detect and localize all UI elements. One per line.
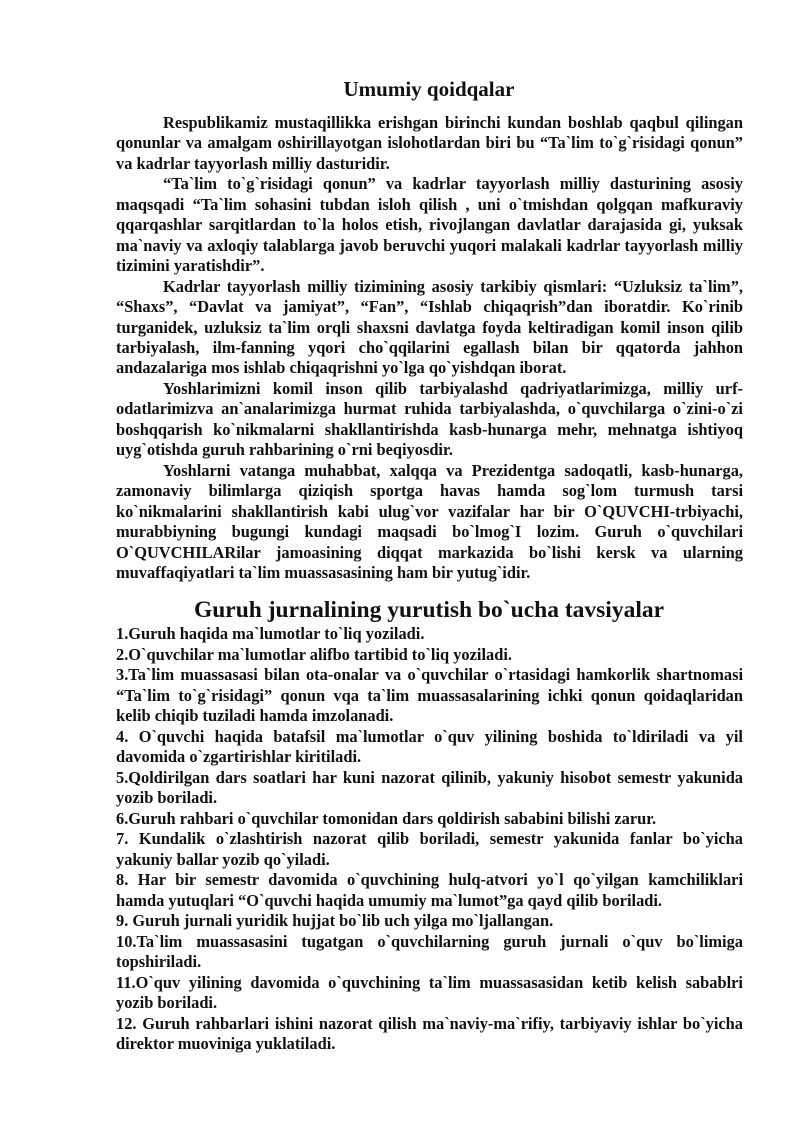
list-item: 2.O`quvchilar ma`lumotlar alifbo tartibid to`liq yoziladi. — [116, 644, 512, 664]
list-item: 7. Kundalik o`zlashtirish nazorat qilib boriladi, semestr yakunida fanlar bo`yicha yakuniy ballar yozib qo`yiladi. — [116, 829, 743, 869]
list-item: 12. Guruh rahbarlari ishini nazorat qilish ma`naviy-ma`rifiy, tarbiyaviy ishlar bo`yicha direktor muoviniga yuklatiladi. — [116, 1013, 743, 1053]
list-item: 5.Qoldirilgan dars soatlari har kuni nazorat qilinib, yakuniy hisobot semestr yakunida yozib boriladi. — [116, 767, 743, 807]
general-rules-body — [116, 113, 743, 583]
list-item: 1.Guruh haqida ma`lumotlar to`liq yoziladi. — [116, 624, 425, 643]
list-item: 11.O`quv yilining davomida o`quvchining ta`lim muassasasidan ketib kelish sabablri yozib boriladi. — [116, 972, 743, 1012]
section-title-journal-recommendations: Guruh jurnalining yurutish bo`ucha tavsiyalar — [193, 597, 665, 623]
list-item: 10.Ta`lim muassasasini tugatgan o`quvchilarning guruh jurnali o`quv bo`limiga topshiriladi. — [116, 931, 743, 971]
recommendations-list — [116, 624, 743, 1055]
list-item: 3.Ta`lim muassasasi bilan ota-onalar va o`quvchilar o`rtasidagi hamkorlik shartnomasi “Ta`lim to`g`risidagi” qonun vqa ta`lim muassasalarining ichki qonun qoidaqlaridan kelib chiqib tuziladi hamda imzolanadi. — [116, 665, 743, 725]
list-item: 8. Har bir semestr davomida o`quvchining hulq-atvori yo`l qo`yilgan kamchiliklari hamda yutuqlari “O`quvchi haqida umumiy ma`lumot”ga qayd qilib boriladi. — [116, 870, 743, 910]
list-item: 4. O`quvchi haqida batafsil ma`lumotlar o`quv yilining boshida to`ldiriladi va yil davomida o`zgartirishlar kiritiladi. — [116, 726, 743, 766]
paragraph: Respublikamiz mustaqillikka erishgan birinchi kundan boshlab qaqbul qilingan qonunlar va amalgam oshirillayotgan islohotlardan biri bu “Ta`lim to`g`risidagi qonun” va kadrlar tayyorlash milliy dasturidir. — [116, 113, 743, 173]
paragraph: Yoshlarimizni komil inson qilib tarbiyalashd qadriyatlarimizga, milliy urf-odatlarimizva an`analarimizga hurmat ruhida tarbiyalashda, o`quvchilarga o`zini-o`zi boshqqarish ko`nikmalarni shakllantirishda kasb-hunarga mehr, mehnatga ishtiyoq uyg`otishda guruh rahbarining o`rni beqiyosdir. — [116, 378, 743, 460]
paragraph: Yoshlarni vatanga muhabbat, xalqqa va Prezidentga sadoqatli, kasb-hunarga, zamonaviy bilimlarga qiziqish sportga havas hamda sog`lom turmush tarsi ko`nikmalarini shakllantirish kabi ulug`vor vazifalar har bir O`QUVCHI-trbiyachi, murabbiyning bugungi kundagi maqsadi bo`lmog`I lozim. Guruh o`quvchilari O`QUVCHILARilar jamoasining diqqat markazida bo`lishi kersk va ularning muvaffaqiyatlari ta`lim muassasasining ham bir yutug`idir. — [116, 460, 743, 582]
list-item: 9. Guruh jurnali yuridik hujjat bo`lib uch yilga mo`ljallangan. — [116, 911, 554, 930]
paragraph: Kadrlar tayyorlash milliy tizimining asosiy tarkibiy qismlari: “Uzluksiz ta`lim”, “Shaxs”, “Davlat va jamiyat”, “Fan”, “Ishlab chiqaqrish”dan iboratdir. Ko`rinib turganidek, uzluksiz ta`lim orqli shaxsni davlatga foyda keltiradigan komil inson qilib tarbiyalash, ilm-fanning yqori cho`qqilarini egallash bilan bir qqatorda jahhon andazalariga mos ishlab chiqaqrishni yo`lga qo`yishdqan iborat. — [116, 276, 743, 378]
paragraph: “Ta`lim to`g`risidagi qonun” va kadrlar tayyorlash milliy dasturining asosiy maqsqadi “Ta`lim sohasini tubdan isloh qilish , uni o`tmishdan qolgqan mafkuraviy qqarqashlar sarqitlardan to`la holos etish, rivojlangan davlatlar darajasida gi, yuksak ma`naviy va axloqiy talablarga javob beruvchi yuqori malakali kadrlar tayyorlash milliy tizimini yaratishdir”. — [116, 174, 743, 276]
section-title-general-rules: Umumiy qoidqalar — [343, 77, 515, 101]
list-item: 6.Guruh rahbari o`quvchilar tomonidan dars qoldirish sababini bilishi zarur. — [116, 808, 657, 828]
